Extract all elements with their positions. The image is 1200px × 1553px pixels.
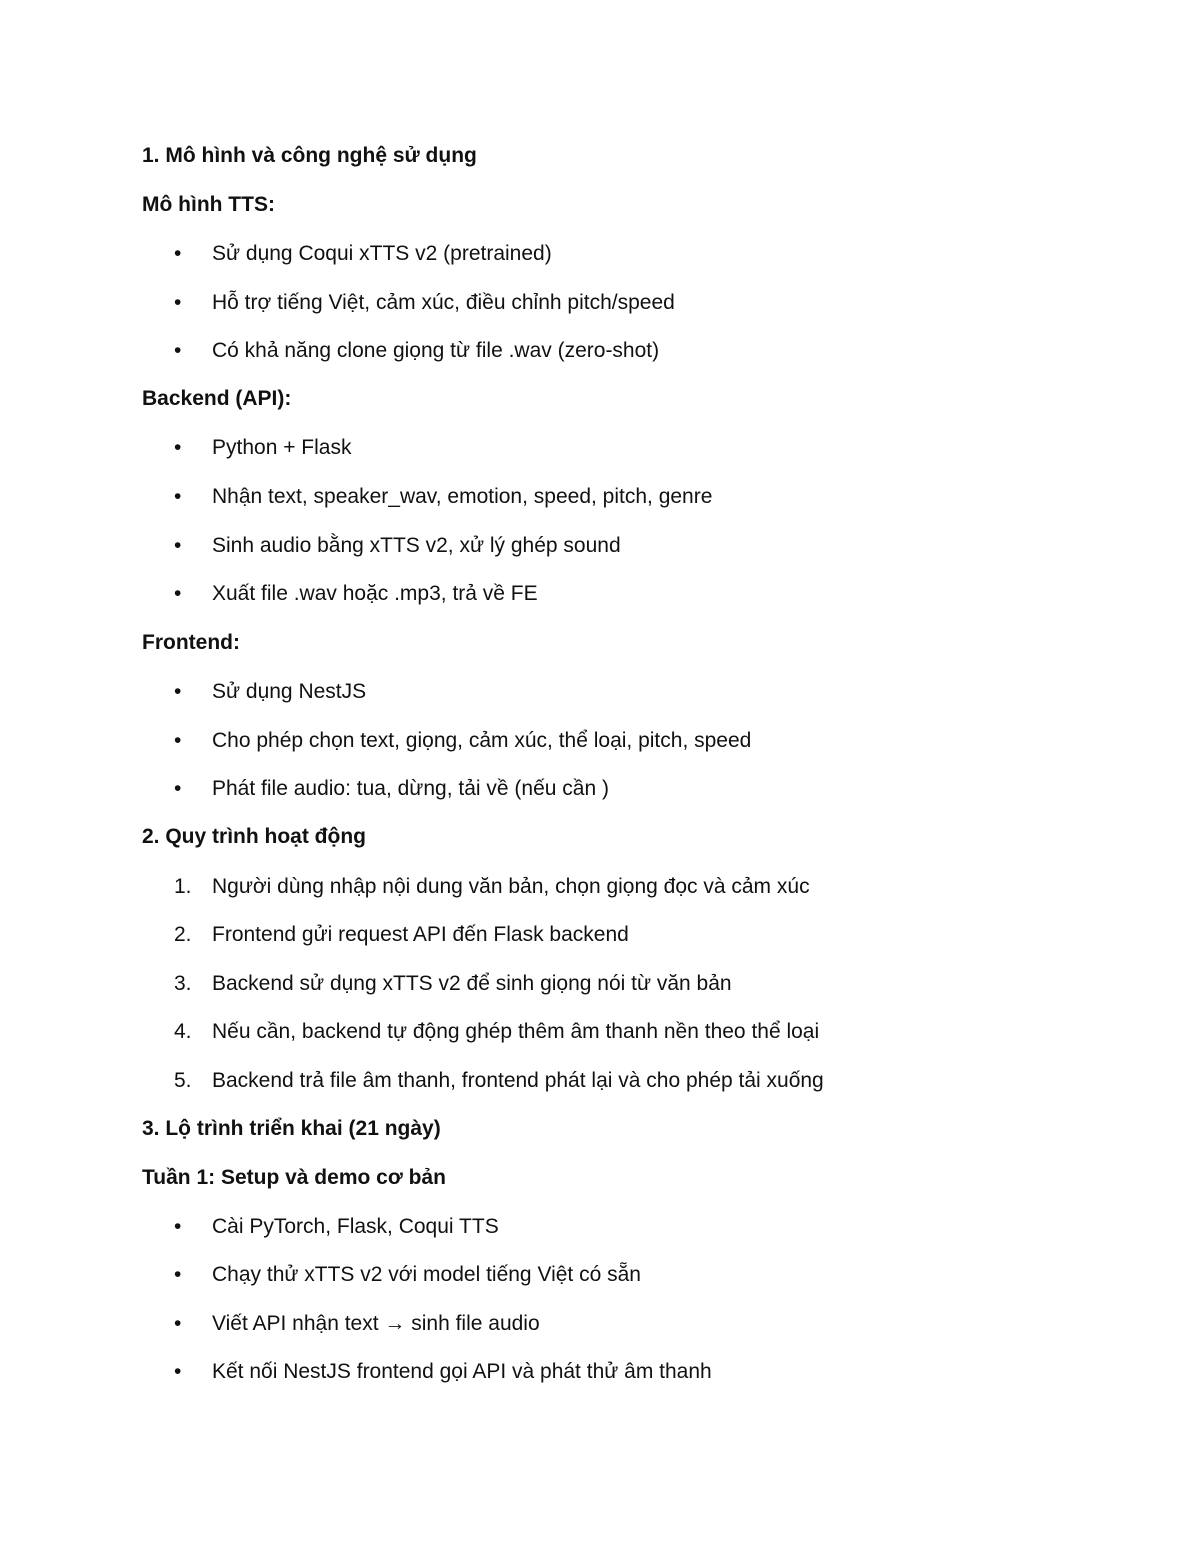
bullet-icon: • (174, 729, 182, 752)
bullet-icon: • (174, 582, 182, 605)
list-item: Viết API nhận text → sinh file audio (212, 1312, 540, 1335)
step-item: Nếu cần, backend tự động ghép thêm âm thanh nền theo thể loại (212, 1020, 820, 1043)
list-item: Hỗ trợ tiếng Việt, cảm xúc, điều chỉnh pitch/speed (212, 291, 675, 314)
tts-heading: Mô hình TTS: (142, 193, 275, 216)
bullet-icon: • (174, 534, 182, 557)
list-item: Xuất file .wav hoặc .mp3, trả về FE (212, 582, 538, 605)
list-item: Sử dụng NestJS (212, 680, 367, 703)
list-item: Chạy thử xTTS v2 với model tiếng Việt có sẵn (212, 1263, 641, 1286)
bullet-icon: • (174, 242, 182, 265)
bullet-icon: • (174, 339, 182, 362)
bullet-icon: • (174, 680, 182, 703)
list-item: Phát file audio: tua, dừng, tải về (nếu cần ) (212, 777, 609, 800)
list-item: Sử dụng Coqui xTTS v2 (pretrained) (212, 242, 552, 265)
section1-title: 1. Mô hình và công nghệ sử dụng (142, 144, 477, 167)
frontend-heading: Frontend: (142, 631, 240, 654)
bullet-icon: • (174, 1312, 182, 1335)
bullet-icon: • (174, 291, 182, 314)
week1-heading: Tuần 1: Setup và demo cơ bản (142, 1166, 446, 1189)
section2-title: 2. Quy trình hoạt động (142, 825, 366, 848)
step-number: 3. (174, 972, 192, 995)
step-item: Người dùng nhập nội dung văn bản, chọn giọng đọc và cảm xúc (212, 875, 810, 898)
list-item: Cài PyTorch, Flask, Coqui TTS (212, 1215, 499, 1238)
backend-heading: Backend (API): (142, 387, 292, 410)
list-item: Python + Flask (212, 436, 352, 459)
list-item: Cho phép chọn text, giọng, cảm xúc, thể loại, pitch, speed (212, 729, 752, 752)
bullet-icon: • (174, 485, 182, 508)
step-item: Backend trả file âm thanh, frontend phát lại và cho phép tải xuống (212, 1069, 824, 1092)
step-number: 4. (174, 1020, 192, 1043)
step-item: Frontend gửi request API đến Flask backend (212, 923, 629, 946)
list-item: Có khả năng clone giọng từ file .wav (zero-shot) (212, 339, 660, 362)
bullet-icon: • (174, 1360, 182, 1383)
step-number: 1. (174, 875, 192, 898)
list-item: Kết nối NestJS frontend gọi API và phát thử âm thanh (212, 1360, 712, 1383)
list-item: Nhận text, speaker_wav, emotion, speed, pitch, genre (212, 485, 713, 508)
bullet-icon: • (174, 1263, 182, 1286)
step-item: Backend sử dụng xTTS v2 để sinh giọng nói từ văn bản (212, 972, 732, 995)
list-item: Sinh audio bằng xTTS v2, xử lý ghép sound (212, 534, 621, 557)
bullet-icon: • (174, 777, 182, 800)
bullet-icon: • (174, 1215, 182, 1238)
step-number: 2. (174, 923, 192, 946)
section3-title: 3. Lộ trình triển khai (21 ngày) (142, 1117, 441, 1140)
bullet-icon: • (174, 436, 182, 459)
step-number: 5. (174, 1069, 192, 1092)
